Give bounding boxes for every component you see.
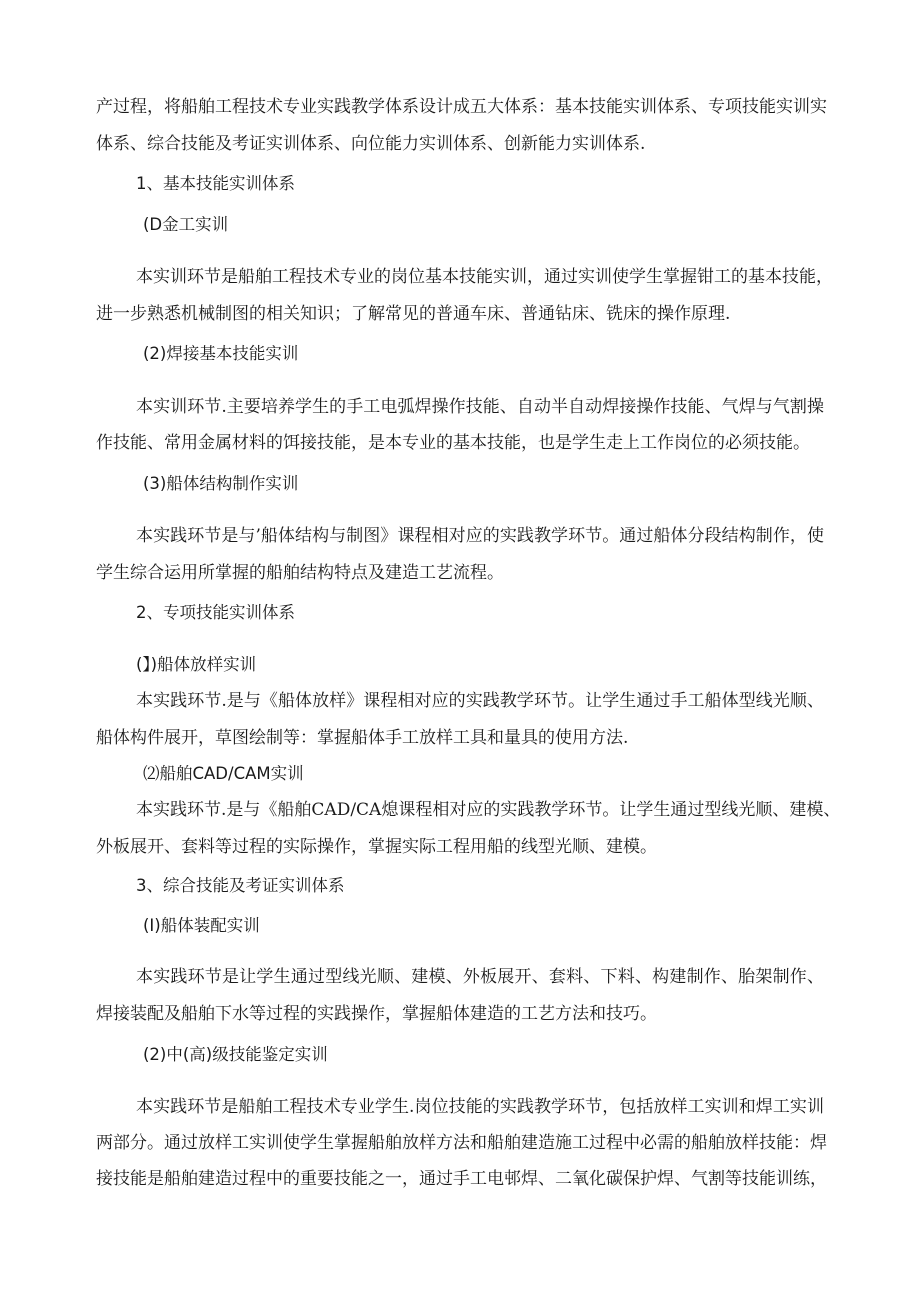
paragraph-3-1-line-1: 本实践环节是让学生通过型线光顺、建模、外板展开、套料、下料、构建制作、胎架制作、 [136,967,824,987]
section-heading-2: 2、专项技能实训体系 [136,603,295,622]
paragraph-1-3-line-2: 学生综合运用所掌握的船舶结构特点及建造工艺流程。 [96,563,504,583]
paragraph-1-1-line-1: 本实训环节是船舶工程技术专业的岗位基本技能实训，通过实训使学生掌握钳工的基本技能， [136,267,833,287]
subsection-heading-2-1: (】)船体放样实训 [136,655,257,674]
subsection-heading-3-1: (I)船体装配实训 [143,916,260,935]
paragraph-intro-line-2: 体系、综合技能及考证实训体系、向位能力实训体系、创新能力实训体系. [96,134,646,154]
subsection-heading-3-2: (2)中(高)级技能鉴定实训 [143,1045,328,1064]
paragraph-2-2-line-2: 外板展开、套料等过程的实际操作，掌握实际工程用船的线型光顺、建模。 [96,837,657,857]
paragraph-2-2-line-1: 本实践环节.是与《船舶CAD/CA熄课程相对应的实践教学环节。让学生通过型线光顺、建模、 [136,800,841,820]
paragraph-2-1-line-2: 船体构件展开，草图绘制等：掌握船体手工放样工具和量具的使用方法. [96,728,629,748]
paragraph-3-2-line-3: 接技能是船舶建造过程中的重要技能之一，通过手工电邨焊、二氧化碳保护焊、气割等技能训练， [96,1169,827,1189]
subsection-heading-1-1: (D金工实训 [143,215,229,234]
section-heading-3: 3、综合技能及考证实训体系 [136,876,345,895]
subsection-heading-1-2: (2)焊接基本技能实训 [143,344,299,363]
subsection-heading-1-3: (3)船体结构制作实训 [143,474,299,493]
paragraph-3-1-line-2: 焊接装配及船舶下水等过程的实践操作，掌握船体建造的工艺方法和技巧。 [96,1004,657,1024]
paragraph-1-1-line-2: 进一步熟悉机械制图的相关知识；了解常见的普通车床、普通钻床、铣床的操作原理. [96,304,731,324]
paragraph-1-3-line-1: 本实践环节是与’船体结构与制图》课程相对应的实践教学环节。通过船体分段结构制作，使 [136,526,824,546]
paragraph-intro-line-1: 产过程，将船舶工程技术专业实践教学体系设计成五大体系：基本技能实训体系、专项技能实训实 [96,97,827,117]
paragraph-1-2-line-1: 本实训环节.主要培养学生的手工电弧焊操作技能、自动半自动焊接操作技能、气焊与气割操 [136,397,824,417]
paragraph-3-2-line-2: 两部分。通过放样工实训使学生掌握船舶放样方法和船舶建造施工过程中必需的船舶放样技能：焊 [96,1133,827,1153]
paragraph-1-2-line-2: 作技能、常用金属材料的饵接技能，是本专业的基本技能，也是学生走上工作岗位的必须技能。 [96,433,810,453]
section-heading-1: 1、基本技能实训体系 [136,174,295,193]
paragraph-3-2-line-1: 本实践环节是船舶工程技术专业学生.岗位技能的实践教学环节，包括放样工实训和焊工实训 [136,1097,824,1117]
subsection-heading-2-2: ⑵船舶CAD/CAM实训 [143,764,304,783]
paragraph-2-1-line-1: 本实践环节.是与《船体放样》课程相对应的实践教学环节。让学生通过手工船体型线光顺、 [136,691,824,711]
